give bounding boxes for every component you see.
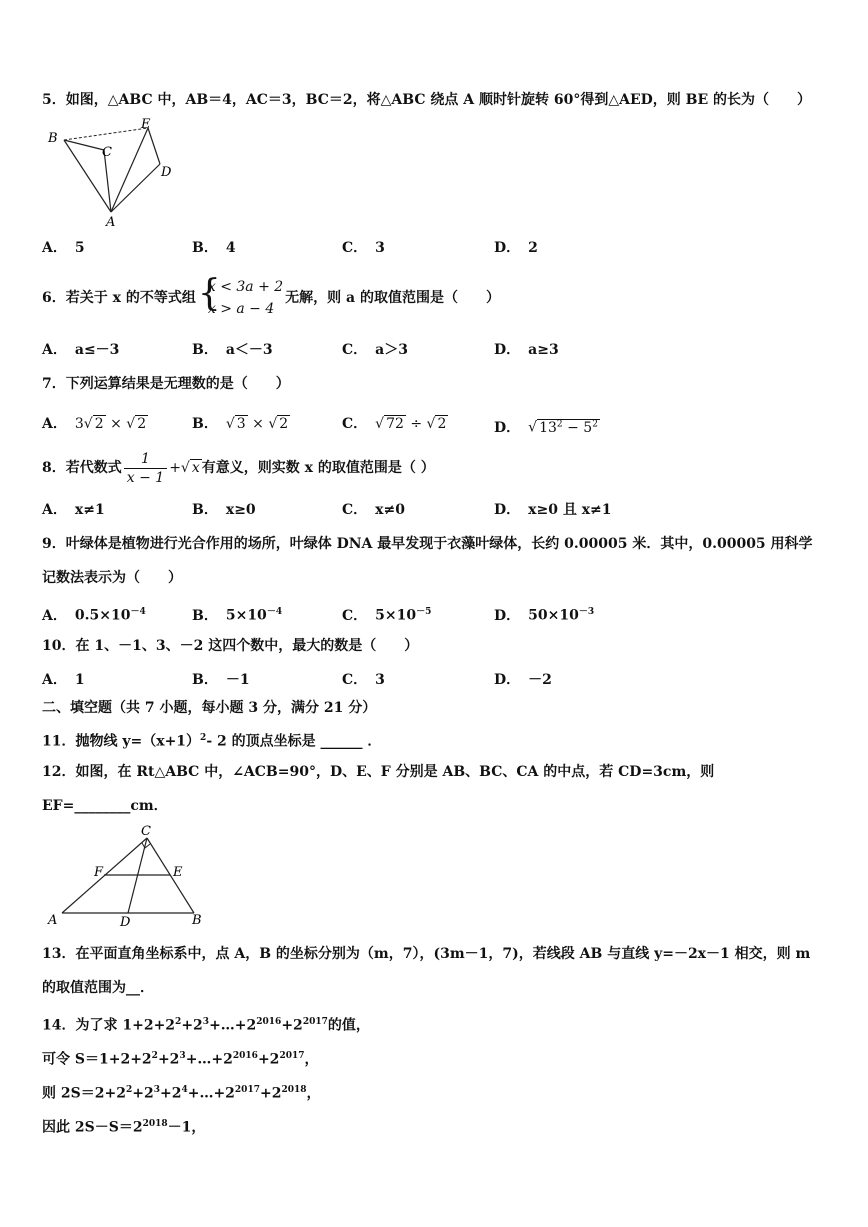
q5-figure — [44, 114, 184, 230]
q5-option-b[interactable]: B． 4 — [192, 240, 236, 256]
q6-option-c[interactable]: C． a＞3 — [342, 342, 408, 358]
q10-option-b[interactable]: B． －1 — [192, 672, 250, 688]
q12-label-c: C — [141, 824, 151, 839]
q6-option-b[interactable]: B． a＜－3 — [192, 342, 273, 358]
q12-stem-line1: 12．如图，在 Rt△ABC 中，∠ACB=90°，D、E、F 分别是 AB、BC、CA 的中点，若 CD=3cm，则 — [42, 764, 715, 780]
q12-label-a: A — [48, 913, 58, 928]
q12-stem-line2: EF=________cm． — [42, 798, 168, 814]
q8-option-a[interactable]: A． x≠1 — [42, 502, 105, 518]
q7-option-a[interactable]: A． 3√ 2 × √ 2 — [42, 416, 147, 432]
q5-label-d: D — [161, 165, 172, 180]
q12-label-b: B — [192, 913, 202, 928]
q8-option-b[interactable]: B． x≥0 — [192, 502, 256, 518]
q14-line2: 可令 $S=1+2+2^2+2^3+\dots+2^{2016}+2^{2017}$， — [42, 1051, 319, 1068]
q12-label-d: D — [120, 915, 131, 930]
q12-label-e: E — [173, 865, 183, 880]
q6-stem: 6．若关于 x 的不等式组 { x < 3a + 2 x > a − 4 无解，则 a 的取值范围是（ ） — [42, 276, 500, 320]
q13-stem-line1: 13．在平面直角坐标系中，点 A，B 的坐标分别为（m，7），(3m－1，7)，若线段 AB 与直线 y=－2x－1 相交，则 m — [42, 946, 811, 962]
q12-label-f: F — [94, 865, 104, 880]
q5-stem: 5．如图，△ABC 中，AB＝4，AC＝3，BC＝2，将△ABC 绕点 A 顺时针旋转 60°得到△AED，则 BE 的长为（ ） — [42, 92, 812, 108]
q14-line4: 因此 $2S-S=2^{2018}-1$， — [42, 1119, 206, 1136]
q6-option-d[interactable]: D． a≥3 — [494, 342, 559, 358]
q14-line3: 则 $2S=2+2^2+2^3+2^4+\dots+2^{2017}+2^{2018}$， — [42, 1085, 321, 1102]
q8-option-d[interactable]: D． x≥0 且 x≠1 — [494, 502, 612, 518]
q5-option-a[interactable]: A． 5 — [42, 240, 85, 256]
q9-option-d[interactable]: D． $50\times 10^{-3}$ — [494, 607, 595, 624]
q8-option-c[interactable]: C． x≠0 — [342, 502, 405, 518]
q6-inequality-system: { x < 3a + 2 x > a − 4 — [197, 273, 284, 317]
q10-option-a[interactable]: A． 1 — [42, 672, 85, 688]
q6-option-a[interactable]: A． a≤－3 — [42, 342, 120, 358]
q14-line1: 14．为了求 $1+2+2^2+2^3+\dots+2^{2016}+2^{2017}$的值， — [42, 1017, 370, 1034]
q8-stem: 8．若代数式 $\frac{1}{x - 1}$ +√ x 有意义，则实数 x 的取值范围是（ ） — [42, 450, 435, 486]
q9-stem-line2: 记数法表示为（ ） — [42, 570, 182, 586]
q7-option-d[interactable]: D． √ $13^2 - 5^2$ — [494, 419, 598, 436]
q5-option-d[interactable]: D． 2 — [494, 240, 538, 256]
q10-option-d[interactable]: D． －2 — [494, 672, 552, 688]
q5-label-c: C — [102, 145, 112, 160]
q9-stem-line1: 9．叶绿体是植物进行光合作用的场所，叶绿体 DNA 最早发现于衣藻叶绿体，长约 0.00005 米．其中，0.00005 用科学 — [42, 536, 813, 552]
q7-option-c[interactable]: C． √ 72 ÷ √ 2 — [342, 416, 447, 432]
q13-stem-line2: 的取值范围为__． — [42, 980, 154, 996]
q5-label-e: E — [141, 117, 151, 132]
q10-stem: 10．在 1、－1、3、－2 这四个数中，最大的数是（ ） — [42, 638, 419, 654]
q9-option-b[interactable]: B． $5\times 10^{-4}$ — [192, 607, 283, 624]
q9-option-c[interactable]: C． $5\times 10^{-5}$ — [342, 607, 432, 624]
q8-fraction: $\frac{1}{x - 1}$ — [124, 450, 167, 487]
q5-label-a: A — [106, 215, 116, 230]
section2-heading: 二、填空题（共 7 小题，每小题 3 分，满分 21 分） — [42, 700, 377, 716]
q9-option-a[interactable]: A． $0.5\times 10^{-4}$ — [42, 607, 146, 624]
q11-stem: 11．抛物线 $y=(x+1)^2-$ 2 的顶点坐标是 ______ ． — [42, 733, 382, 750]
q10-option-c[interactable]: C． 3 — [342, 672, 385, 688]
q5-label-b: B — [48, 131, 58, 146]
q7-stem: 7．下列运算结果是无理数的是（ ） — [42, 376, 290, 392]
q7-option-b[interactable]: B． √ 3 × √ 2 — [192, 416, 289, 432]
q12-figure — [44, 820, 214, 930]
q5-option-c[interactable]: C． 3 — [342, 240, 385, 256]
